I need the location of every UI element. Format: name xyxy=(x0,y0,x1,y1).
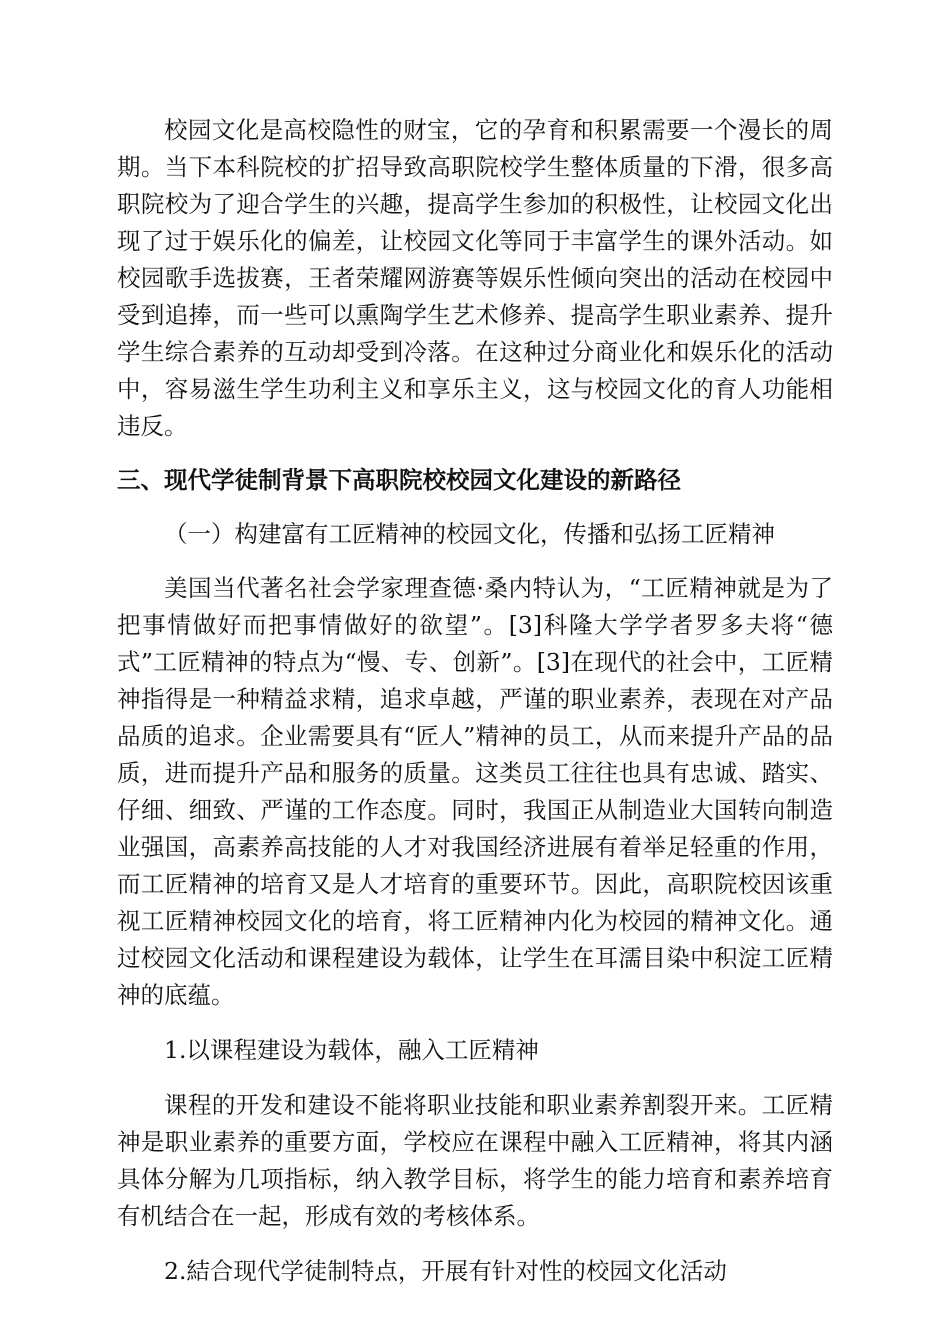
spacer xyxy=(117,553,833,570)
list-item-one-heading: 1.以课程建设为载体，融入工匠精神 xyxy=(164,1036,539,1064)
spacer xyxy=(117,1014,833,1032)
spacer xyxy=(117,1069,833,1087)
spacer xyxy=(117,499,833,516)
list-item-two-heading: 2.結合现代学徒制特点，开展有针对性的校园文化活动 xyxy=(164,1257,727,1285)
paragraph-curriculum: 课程的开发和建设不能将职业技能和职业素养割裂开来。工匠精神是职业素养的重要方面，学校应在课程中融入工匠精神，将其内涵具体分解为几项指标，纳入教学目标，将学生的能力培育和素养培育有机结合在一起，形成有效的考核体系。 xyxy=(117,1091,833,1230)
spacer xyxy=(117,445,833,462)
spacer xyxy=(117,1235,833,1253)
paragraph-campus-culture-entertainment: 校园文化是高校隐性的财宝，它的孕育和积累需要一个漫长的周期。当下本科院校的扩招导致高职院校学生整体质量的下滑，很多高职院校为了迎合学生的兴趣，提高学生参加的积极性，让校园文化出现了过于娱乐化的偏差，让校园文化等同于丰富学生的课外活动。如校园歌手选拔赛，王者荣耀网游赛等娱乐性倾向突出的活动在校园中受到追捧，而一些可以熏陶学生艺术修养、提高学生职业素养、提升学生综合素养的互动却受到冷落。在这种过分商业化和娱乐化的活动中，容易滋生学生功利主义和享乐主义，这与校园文化的育人功能相违反。 xyxy=(117,116,833,440)
document-body xyxy=(117,112,833,1290)
section-heading-three: 三、现代学徒制背景下高职院校校园文化建设的新路径 xyxy=(117,466,681,494)
subsection-heading-one: （一）构建富有工匠精神的校园文化，传播和弘扬工匠精神 xyxy=(164,520,775,548)
paragraph-craftsman-spirit: 美国当代著名社会学家理查德·桑内特认为，“工匠精神就是为了把事情做好而把事情做好的欲望”。[3]科隆大学学者罗多夫将“德式”工匠精神的特点为“慢、专、创新”。[3]在现代的社会中，工匠精神指得是一种精益求精，追求卓越，严谨的职业素养，表现在对产品品质的追求。企业需要具有“匠人”精神的员工，从而来提升产品的品质，进而提升产品和服务的质量。这类员工往往也具有忠诚、踏实、仔细、细致、严谨的工作态度。同时，我国正从制造业大国转向制造业强国，高素养高技能的人才对我国经济进展有着举足轻重的作用，而工匠精神的培育又是人才培育的重要环节。因此，高职院校因该重视工匠精神校园文化的培育，将工匠精神内化为校园的精神文化。通过校园文化活动和课程建设为载体，让学生在耳濡目染中积淀工匠精神的底蕴。 xyxy=(117,574,833,1009)
